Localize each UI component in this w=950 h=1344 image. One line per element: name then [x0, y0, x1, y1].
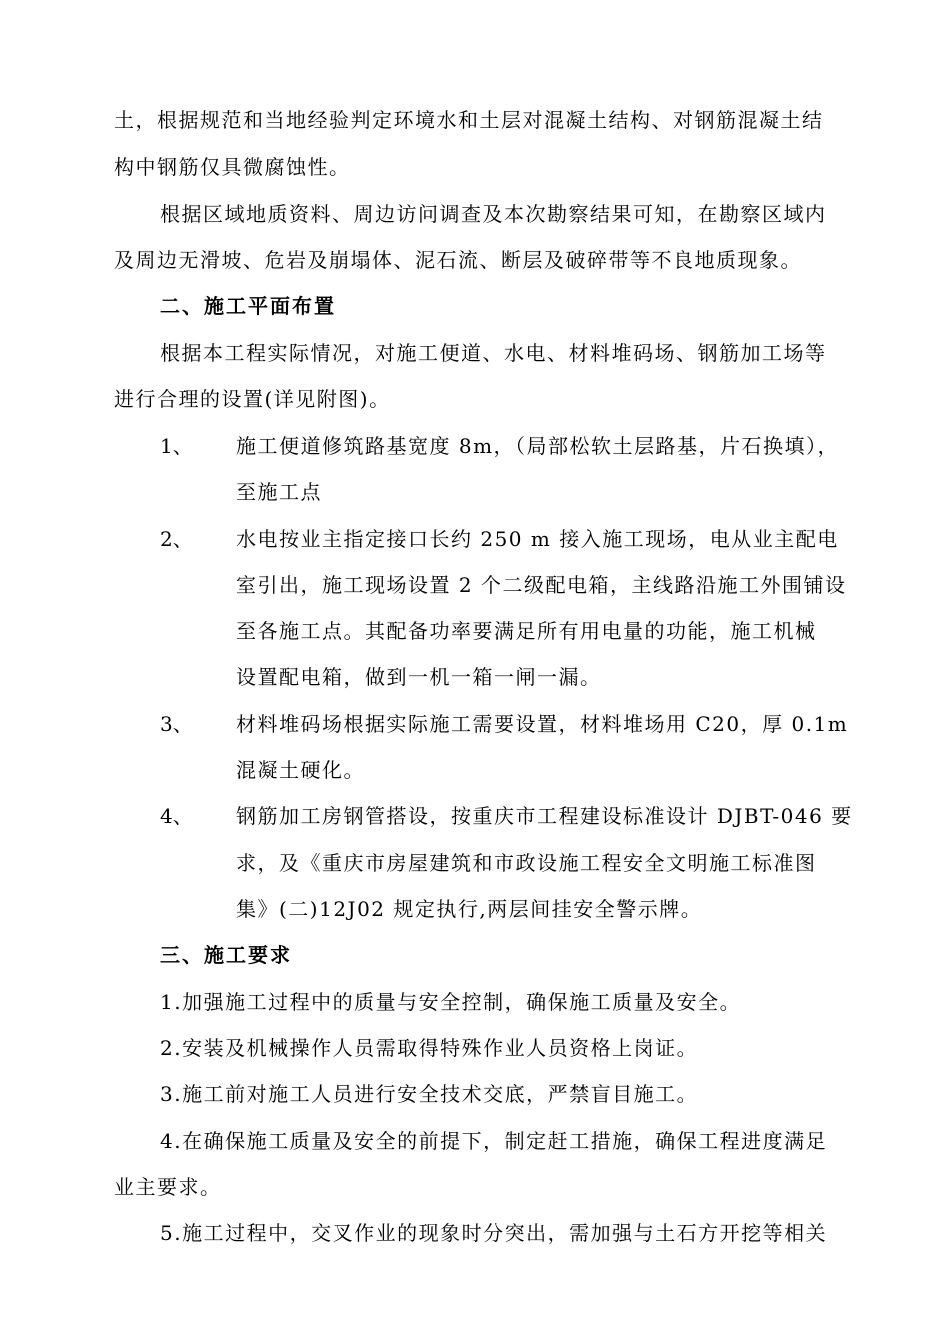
list-item-number: 2、	[160, 527, 193, 551]
requirement-line: 1.加强施工过程中的质量与安全控制，确保施工质量及安全。	[160, 990, 742, 1014]
section-heading: 二、施工平面布置	[160, 294, 336, 318]
paragraph-line: 进行合理的设置(详见附图)。	[114, 387, 391, 411]
requirement-line: 5.施工过程中，交叉作业的现象时分突出，需加强与土石方开挖等相关	[160, 1221, 828, 1245]
list-item-number: 1、	[160, 434, 193, 458]
requirement-line: 2.安装及机械操作人员需取得特殊作业人员资格上岗证。	[160, 1036, 699, 1060]
list-item-line: 至施工点	[236, 480, 322, 504]
paragraph-line: 根据本工程实际情况，对施工便道、水电、材料堆码场、钢筋加工场等	[160, 341, 827, 365]
list-item-line: 钢筋加工房钢管搭设，按重庆市工程建设标准设计 DJBT-046 要	[236, 804, 853, 828]
paragraph-line: 根据区域地质资料、周边访问调查及本次勘察结果可知，在勘察区域内	[160, 202, 827, 226]
paragraph-line: 构中钢筋仅具微腐蚀性。	[114, 155, 351, 179]
paragraph-line: 土，根据规范和当地经验判定环境水和土层对混凝土结构、对钢筋混凝土结	[114, 108, 824, 132]
list-item-line: 求，及《重庆市房屋建筑和市政设施工程安全文明施工标准图	[236, 851, 817, 875]
requirement-line: 3.施工前对施工人员进行安全技术交底，严禁盲目施工。	[160, 1082, 699, 1106]
list-item-line: 设置配电箱，做到一机一箱一闸一漏。	[236, 665, 602, 689]
list-item-line: 材料堆码场根据实际施工需要设置，材料堆场用 C20，厚 0.1m	[236, 712, 849, 736]
list-item-line: 混凝土硬化。	[236, 758, 365, 782]
list-item-line: 室引出，施工现场设置 2 个二级配电箱，主线路沿施工外围铺设	[236, 573, 847, 597]
requirement-line: 4.在确保施工质量及安全的前提下，制定赶工措施，确保工程进度满足	[160, 1129, 828, 1153]
list-item-line: 至各施工点。其配备功率要满足所有用电量的功能，施工机械	[236, 619, 817, 643]
list-item-line: 水电按业主指定接口长约 250 m 接入施工现场，电从业主配电	[236, 527, 839, 551]
list-item-line: 集》(二)12J02 规定执行,两层间挂安全警示牌。	[236, 897, 703, 921]
list-item-number: 3、	[160, 712, 193, 736]
section-heading: 三、施工要求	[160, 943, 292, 967]
list-item-number: 4、	[160, 804, 193, 828]
paragraph-line: 及周边无滑坡、危岩及崩塌体、泥石流、断层及破碎带等不良地质现象。	[114, 248, 802, 272]
requirement-line: 业主要求。	[114, 1175, 222, 1199]
list-item-line: 施工便道修筑路基宽度 8m，（局部松软土层路基，片石换填），	[236, 434, 840, 458]
